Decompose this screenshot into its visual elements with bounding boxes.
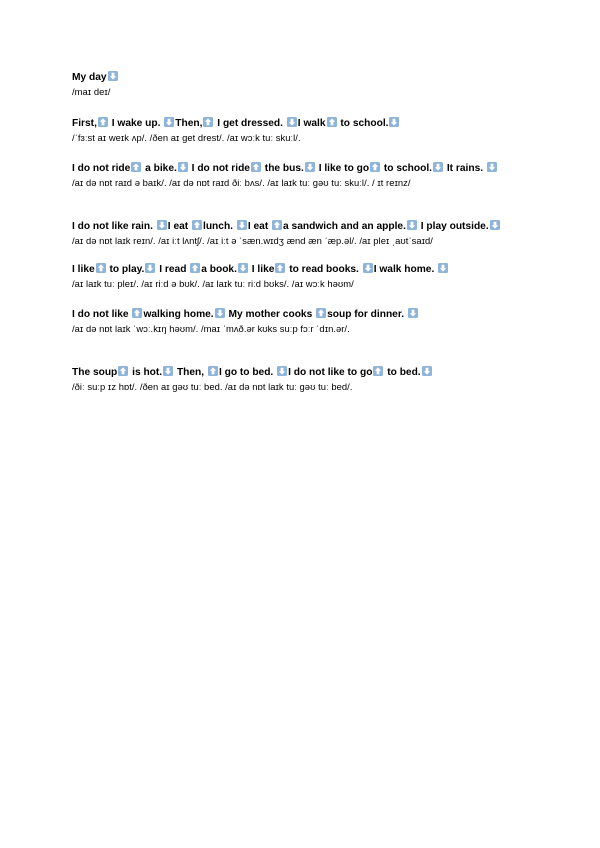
down-arrow-icon[interactable] [363,263,373,273]
down-arrow-icon[interactable] [407,220,417,230]
sentence-text: lunch. [203,221,236,232]
document-body [72,71,540,393]
sentence-line [72,366,540,380]
sentence-text: I like [248,264,275,275]
sentence-text: I walk [297,118,326,129]
up-arrow-icon[interactable] [96,263,106,273]
down-arrow-icon[interactable] [433,162,443,172]
sentence-text: I do not ride [188,163,250,174]
down-arrow-icon[interactable] [215,308,225,318]
sentence-line [72,71,540,85]
sentence-text: to school. [337,118,389,129]
up-arrow-icon[interactable] [132,308,142,318]
sentence-text: I go to bed. [218,367,277,378]
up-arrow-icon[interactable] [203,117,213,127]
up-arrow-icon[interactable] [251,162,261,172]
up-arrow-icon[interactable] [327,117,337,127]
sentence-text: a bike. [142,163,177,174]
sentence-text: My mother cooks [225,309,316,320]
down-arrow-icon[interactable] [178,162,188,172]
paragraph-title [72,71,540,98]
sentence-text: I do not like to go [288,367,373,378]
sentence-text: I like [72,264,95,275]
up-arrow-icon[interactable] [272,220,282,230]
sentence-text: soup for dinner. [327,309,407,320]
down-arrow-icon[interactable] [237,220,247,230]
sentence-text: I like to go [315,163,370,174]
sentence-text: I walk home. [373,264,438,275]
up-arrow-icon[interactable] [373,366,383,376]
up-arrow-icon[interactable] [208,366,218,376]
sentence-text: I eat [167,221,191,232]
up-arrow-icon[interactable] [131,162,141,172]
up-arrow-icon[interactable] [316,308,326,318]
down-arrow-icon[interactable] [157,220,167,230]
paragraph [72,308,540,335]
down-arrow-icon[interactable] [287,117,297,127]
sentence-text: I get dressed. [214,118,286,129]
sentence-text: The soup [72,367,118,378]
sentence-text: a book. [201,264,237,275]
sentence-text: Then, [175,118,203,129]
ipa-transcription: /ðiː suːp ɪz hɒt/. /ðen aɪ ɡəʊ tuː bed. /aɪ də nɒt laɪk tuː ɡəʊ tuː bed/. [72,381,353,392]
paragraph [72,220,540,247]
down-arrow-icon[interactable] [422,366,432,376]
down-arrow-icon[interactable] [490,220,500,230]
down-arrow-icon[interactable] [305,162,315,172]
sentence-text: I do not ride [72,163,131,174]
sentence-text: I do not like [72,309,132,320]
up-arrow-icon[interactable] [275,263,285,273]
sentence-line [72,117,540,131]
up-arrow-icon[interactable] [370,162,380,172]
sentence-text: to bed. [384,367,421,378]
sentence-line [72,162,540,176]
down-arrow-icon[interactable] [389,117,399,127]
sentence-text: I wake up. [108,118,164,129]
paragraph [72,117,540,144]
sentence-text: I read [156,264,190,275]
down-arrow-icon[interactable] [145,263,155,273]
paragraph [72,366,540,393]
sentence-text: I play outside. [417,221,489,232]
down-arrow-icon[interactable] [238,263,248,273]
sentence-text: a sandwich and an apple. [283,221,406,232]
ipa-transcription: /aɪ də nɒt raɪd ə baɪk/. /aɪ də nɒt raɪd ðiː bʌs/. /aɪ laɪk tuː ɡəʊ tuː skuːl/. / ɪt reɪnz/ [72,177,411,188]
sentence-text: I do not like rain. [72,221,156,232]
sentence-text: It rains. [444,163,486,174]
down-arrow-icon[interactable] [487,162,497,172]
ipa-transcription: /ˈfɜːst aɪ weɪk ʌp/. /ðen aɪ get drest/. /aɪ wɔːk tuː skuːl/. [72,132,301,143]
ipa-transcription: /aɪ laɪk tuː pleɪ/. /aɪ riːd ə bʊk/. /aɪ laɪk tuː riːd bʊks/. /aɪ wɔːk həʊm/ [72,278,354,289]
sentence-text: My day [72,72,107,83]
up-arrow-icon[interactable] [192,220,202,230]
paragraph [72,263,540,290]
sentence-text: First, [72,118,97,129]
sentence-text: walking home. [143,309,214,320]
paragraph [72,162,540,189]
sentence-text: to read books. [286,264,362,275]
up-arrow-icon[interactable] [98,117,108,127]
sentence-text: to school. [381,163,433,174]
sentence-text: Then, [174,367,207,378]
down-arrow-icon[interactable] [438,263,448,273]
ipa-transcription: /aɪ də nɒt laɪk ˈwɔː.kɪŋ həʊm/. /maɪ ˈmʌð.ər kʊks suːp fɔːr ˈdɪn.ər/. [72,323,350,334]
down-arrow-icon[interactable] [164,117,174,127]
down-arrow-icon[interactable] [163,366,173,376]
ipa-transcription: /maɪ deɪ/ [72,86,111,97]
down-arrow-icon[interactable] [108,71,118,81]
sentence-text: is hot. [129,367,163,378]
ipa-transcription: /aɪ də nɒt laɪk reɪn/. /aɪ iːt lʌntʃ/. /aɪ iːt ə ˈsæn.wɪdʒ ænd æn ˈæp.əl/. /aɪ pleɪ ˌaʊtˈsaɪd/ [72,235,433,246]
sentence-text: the bus. [261,163,304,174]
up-arrow-icon[interactable] [190,263,200,273]
sentence-line [72,220,540,234]
up-arrow-icon[interactable] [118,366,128,376]
sentence-text: I eat [247,221,272,232]
sentence-line [72,308,540,322]
down-arrow-icon[interactable] [277,366,287,376]
sentence-line [72,263,540,277]
sentence-text: to play. [106,264,145,275]
down-arrow-icon[interactable] [408,308,418,318]
